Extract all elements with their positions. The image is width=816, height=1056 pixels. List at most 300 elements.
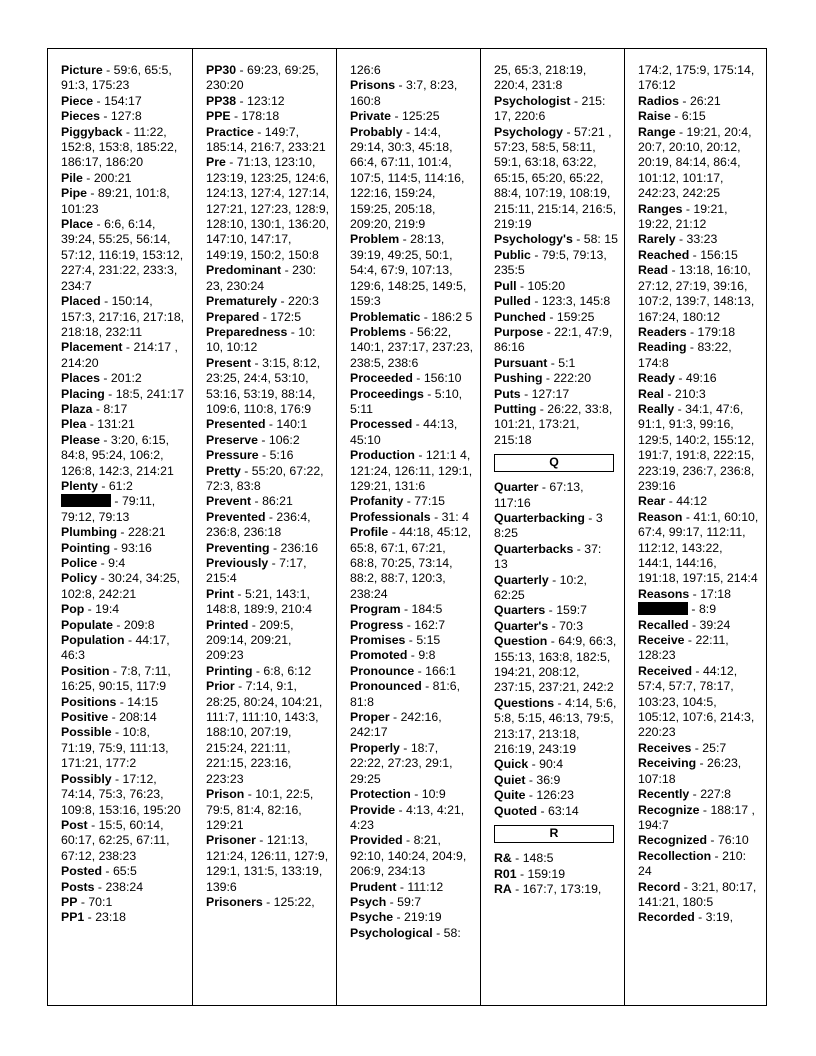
- index-term: Putting: [494, 401, 537, 416]
- index-term: Prisons: [350, 78, 396, 93]
- index-term: Pieces: [61, 109, 100, 124]
- index-entry: Prevent - 86:21: [206, 494, 293, 509]
- index-term: Recently: [638, 787, 690, 802]
- index-entry: Pronounce - 166:1: [350, 663, 456, 678]
- page-line-refs: 83:22, 174:8: [638, 340, 736, 370]
- index-entry: Rarely - 33:23: [638, 232, 718, 247]
- index-term: Printed: [206, 617, 249, 632]
- page-line-refs: 162:7: [414, 617, 446, 632]
- index-term: Promises: [350, 633, 406, 648]
- page-line-refs: 22:11, 128:23: [638, 633, 733, 663]
- index-entry: Ready - 49:16: [638, 371, 717, 386]
- index-entry: Range - 19:21, 20:4, 20:7, 20:10, 20:12, 20:19, 84:14, 86:4, 101:12, 101:17, 242:23, 242:25: [638, 124, 755, 201]
- index-entry: Plenty - 61:2: [61, 478, 133, 493]
- index-term: Reached: [638, 247, 690, 262]
- index-entry: Pointing - 93:16: [61, 540, 152, 555]
- index-entry: Please - 3:20, 6:15, 84:8, 95:24, 106:2, 126:8, 142:3, 214:21: [61, 432, 174, 478]
- page-line-refs: 19:21, 19:22, 21:12: [638, 201, 731, 232]
- index-entry: Program - 184:5: [350, 602, 443, 617]
- index-entry: [350, 63, 474, 78]
- page-line-refs: 220:3: [288, 294, 319, 309]
- index-entry: Quite - 126:23: [494, 788, 574, 803]
- page-line-refs: 49:16: [685, 371, 717, 386]
- page-line-refs: 14:4, 29:14, 30:3, 45:18, 66:4, 67:11, 101:4, 107:5, 114:5, 114:16, 122:16, 159:24, 159:25, 205:18, 209:20, 219:9: [350, 124, 468, 232]
- index-entry: Presented - 140:1: [206, 417, 308, 432]
- page-line-refs: 214:17 , 214:20: [61, 340, 182, 370]
- page-line-refs: 89:21, 101:8, 101:23: [61, 186, 174, 216]
- index-term: Protection: [350, 787, 411, 802]
- index-term: Plumbing: [61, 525, 118, 540]
- index-term: Provide: [350, 802, 396, 817]
- index-term: Recognized: [638, 833, 708, 848]
- index-term: Professionals: [350, 509, 431, 524]
- index-term: Quarterbacking: [494, 510, 585, 525]
- index-entry: Pronounced - 81:6, 81:8: [350, 679, 464, 709]
- index-term: Readers: [638, 324, 687, 339]
- index-entry: - 79:11, 79:12, 79:13: [61, 494, 159, 524]
- index-column-4: [480, 49, 624, 1005]
- page-line-refs: 222:20: [553, 371, 592, 386]
- index-term: PP: [61, 894, 78, 909]
- page-line-refs: 230: 23, 230:24: [206, 263, 320, 293]
- page-line-refs: 178:18: [241, 109, 280, 124]
- index-entry: Plaza - 8:17: [61, 401, 128, 416]
- index-entry: Prematurely - 220:3: [206, 294, 319, 309]
- index-entry: Print - 5:21, 143:1, 148:8, 189:9, 210:4: [206, 586, 314, 617]
- index-term: Problematic: [350, 309, 421, 324]
- page-line-refs: 28:13, 39:19, 49:25, 50:1, 54:4, 67:9, 107:13, 129:6, 148:25, 149:5, 159:3: [350, 232, 470, 309]
- index-entry: Piggyback - 11:22, 152:8, 153:8, 185:22, 186:17, 186:20: [61, 124, 181, 170]
- page-line-refs: 25, 65:3, 218:19, 220:4, 231:8: [494, 63, 590, 93]
- index-term: Puts: [494, 386, 521, 401]
- index-term: Pointing: [61, 540, 111, 555]
- index-term: Radios: [638, 93, 679, 108]
- page-line-refs: 236:4, 236:8, 236:18: [206, 509, 315, 540]
- page-line-refs: 67:13, 117:16: [494, 480, 587, 510]
- page-line-refs: 238:24: [105, 879, 144, 894]
- index-entry: Possibly - 17:12, 74:14, 75:3, 76:23, 109:8, 153:16, 195:20: [61, 771, 181, 817]
- page-line-refs: 140:1: [276, 417, 308, 432]
- index-term: Pop: [61, 602, 85, 617]
- page-line-refs: 86:21: [262, 494, 293, 509]
- page-line-refs: 227:8: [700, 787, 731, 802]
- index-term: Quarter's: [494, 618, 549, 633]
- page-line-refs: 19:21, 20:4, 20:7, 20:10, 20:12, 20:19, 84:14, 86:4, 101:12, 101:17, 242:23, 242:25: [638, 124, 755, 201]
- page-line-refs: 44:12, 57:4, 57:7, 78:17, 103:23, 104:5, 105:12, 107:6, 214:3, 220:23: [638, 663, 758, 740]
- page-line-refs: 127:17: [531, 386, 570, 401]
- index-entry: Placed - 150:14, 157:3, 217:16, 217:18, 218:18, 232:11: [61, 294, 188, 339]
- page-line-refs: 33:23: [686, 232, 718, 247]
- index-entry: [638, 63, 760, 94]
- index-entry: Preparedness - 10: 10, 10:12: [206, 324, 319, 355]
- index-term: Quarterbacks: [494, 541, 574, 556]
- page-line-refs: 7:14, 9:1, 28:25, 80:24, 104:21, 111:7, 111:10, 143:3, 188:10, 207:19, 215:24, 221:11, 221:15, 223:16, 223:23: [206, 679, 326, 786]
- index-term: Quoted: [494, 803, 538, 818]
- page-line-refs: 19:4: [95, 602, 120, 617]
- index-entry: Progress - 162:7: [350, 617, 446, 632]
- page-line-refs: 17:18: [700, 586, 731, 601]
- index-entry: Readers - 179:18: [638, 324, 736, 339]
- index-entry: R01 - 159:19: [494, 866, 566, 881]
- index-entry: Proper - 242:16, 242:17: [350, 710, 446, 740]
- page-line-refs: 63:14: [547, 803, 579, 818]
- index-term: Problem: [350, 232, 400, 247]
- index-term: Prisoner: [206, 833, 256, 848]
- page-line-refs: 156:10: [423, 371, 462, 386]
- index-term: Processed: [350, 417, 413, 432]
- index-entry: Psych - 59:7: [350, 894, 422, 909]
- index-term: Predominant: [206, 263, 282, 278]
- index-entry: Private - 125:25: [350, 109, 440, 124]
- index-entry: Pushing - 222:20: [494, 371, 592, 386]
- page-line-refs: 125:22,: [273, 894, 315, 909]
- page-line-refs: 41:1, 60:10, 67:4, 99:17, 112:11, 112:12, 143:22, 144:1, 144:16, 191:18, 197:15, 214:4: [638, 509, 762, 586]
- index-entry: Psychologist - 215: 17, 220:6: [494, 93, 609, 124]
- page-line-refs: 105:20: [527, 278, 566, 293]
- index-entry: Policy - 30:24, 34:25, 102:8, 242:21: [61, 571, 184, 601]
- index-term: Prior: [206, 679, 235, 694]
- index-entry: Posts - 238:24: [61, 879, 144, 894]
- section-header: Q: [494, 454, 614, 472]
- index-term: Public: [494, 247, 531, 262]
- page-line-refs: 65:5: [112, 864, 137, 879]
- page-line-refs: 121:13, 121:24, 126:11, 127:9, 129:1, 131:5, 133:19, 139:6: [206, 833, 332, 894]
- page-line-refs: 26:21: [689, 93, 721, 108]
- page-line-refs: 210:3: [674, 386, 706, 401]
- index-term: Pretty: [206, 463, 241, 478]
- index-term: Preventing: [206, 540, 270, 555]
- index-entry: RA - 167:7, 173:19,: [494, 881, 602, 896]
- page-line-refs: 210: 24: [638, 848, 750, 879]
- index-term: Psychology's: [494, 232, 573, 247]
- page-line-refs: 111:12: [407, 879, 444, 894]
- index-term: Pulled: [494, 294, 531, 309]
- index-term: Quarters: [494, 603, 546, 618]
- index-term: Recalled: [638, 617, 689, 632]
- index-entry: Predominant - 230: 23, 230:24: [206, 263, 320, 293]
- page-line-refs: 106:2: [268, 432, 300, 447]
- index-entry: Properly - 18:7, 22:22, 27:23, 29:1, 29:25: [350, 740, 456, 786]
- index-term: Posted: [61, 864, 102, 879]
- page-line-refs: 79:5, 79:13, 235:5: [494, 247, 611, 278]
- page-line-refs: 58: 15: [583, 232, 618, 247]
- index-term: Problems: [350, 324, 407, 339]
- index-term: Prematurely: [206, 294, 278, 309]
- page-line-refs: 201:2: [110, 371, 142, 386]
- page-line-refs: 127:8: [110, 109, 142, 124]
- index-term: Presented: [206, 417, 266, 432]
- page-line-refs: 14:15: [127, 694, 159, 709]
- page-line-refs: 4:14, 5:6, 5:8, 5:15, 46:13, 79:5, 213:17, 213:18, 216:19, 243:19: [494, 695, 620, 757]
- index-term: Print: [206, 586, 235, 601]
- index-entry: Recognized - 76:10: [638, 833, 749, 848]
- index-term: Pull: [494, 278, 517, 293]
- page-line-refs: 6:15: [681, 109, 706, 124]
- page-line-refs: 3 8:25: [494, 510, 607, 541]
- index-entry: Receiving - 26:23, 107:18: [638, 756, 745, 786]
- index-term: Prisoners: [206, 894, 263, 909]
- index-term: Placed: [61, 294, 101, 309]
- index-entry: Provide - 4:13, 4:21, 4:23: [350, 802, 468, 832]
- index-entry: PPE - 178:18: [206, 109, 280, 124]
- index-entry: Pulled - 123:3, 145:8: [494, 294, 611, 309]
- page-line-refs: 126:23: [536, 788, 574, 803]
- page-line-refs: 236:16: [280, 540, 319, 555]
- page-line-refs: 69:23, 69:25, 230:20: [206, 63, 323, 93]
- page-line-refs: 26:22, 33:8, 101:21, 173:21, 215:18: [494, 401, 616, 447]
- index-term: Reason: [638, 509, 683, 524]
- index-term: Position: [61, 663, 110, 678]
- index-term: Questions: [494, 695, 555, 710]
- page-line-refs: 209:8: [123, 617, 155, 632]
- page-line-refs: 9:8: [418, 648, 436, 663]
- page-line-refs: 126:6: [350, 63, 381, 77]
- page-line-refs: 90:4: [539, 757, 564, 772]
- index-entry: Read - 13:18, 16:10, 27:12, 27:19, 39:16, 107:2, 139:7, 148:13, 167:24, 180:12: [638, 263, 758, 324]
- index-entry: Quarter's - 70:3: [494, 618, 584, 633]
- page-line-refs: 93:16: [121, 540, 152, 555]
- index-entry: Prison - 10:1, 22:5, 79:5, 81:4, 82:16, 129:21: [206, 787, 317, 832]
- index-term: Production: [350, 448, 415, 463]
- index-term: Placing: [61, 386, 105, 401]
- page-line-refs: 10:9: [421, 787, 446, 802]
- page-line-refs: 7:17, 215:4: [206, 556, 310, 586]
- page-line-refs: 186:2 5: [431, 309, 473, 324]
- page-line-refs: 15:5, 60:14, 60:17, 62:25, 67:11, 67:12, 238:23: [61, 817, 173, 863]
- index-entry: Quarterbacking - 3 8:25: [494, 510, 607, 541]
- page-line-refs: 5:21, 143:1, 148:8, 189:9, 210:4: [206, 586, 314, 617]
- page-line-refs: 13:18, 16:10, 27:12, 27:19, 39:16, 107:2, 139:7, 148:13, 167:24, 180:12: [638, 263, 758, 324]
- index-term: Psychological: [350, 925, 433, 940]
- index-term: Really: [638, 401, 675, 416]
- index-term: Placement: [61, 340, 123, 355]
- index-entry: Pipe - 89:21, 101:8, 101:23: [61, 186, 174, 216]
- index-term: Ranges: [638, 201, 683, 216]
- page-line-refs: 8:17: [103, 401, 128, 416]
- index-term: Pressure: [206, 448, 259, 463]
- page-line-refs: 8:21, 92:10, 140:24, 204:9, 206:9, 234:13: [350, 833, 470, 879]
- index-term: Purpose: [494, 324, 544, 339]
- page-line-refs: 10:1, 22:5, 79:5, 81:4, 82:16, 129:21: [206, 787, 317, 832]
- page-line-refs: 154:17: [104, 93, 142, 108]
- index-entry: Reading - 83:22, 174:8: [638, 340, 736, 370]
- index-entry: Profanity - 77:15: [350, 494, 446, 509]
- index-term: Profile: [350, 525, 389, 540]
- page-line-refs: 208:14: [119, 710, 157, 725]
- index-entry: Position - 7:8, 7:11, 16:25, 90:15, 117:9: [61, 663, 175, 694]
- page-line-refs: 184:5: [411, 602, 443, 617]
- index-column-5: [624, 49, 766, 1005]
- index-entry: Problems - 56:22, 140:1, 237:17, 237:23, 238:5, 238:6: [350, 324, 477, 370]
- index-term: Received: [638, 663, 693, 678]
- page-line-refs: 166:1: [425, 663, 456, 678]
- page-line-refs: 25:7: [702, 740, 727, 755]
- index-term: Pronounced: [350, 679, 422, 694]
- page-line-refs: 17:12, 74:14, 75:3, 76:23, 109:8, 153:16, 195:20: [61, 771, 181, 817]
- index-term: Proceeded: [350, 371, 413, 386]
- index-term: Quick: [494, 757, 529, 772]
- index-term: Program: [350, 602, 401, 617]
- page-line-refs: 123:12: [247, 93, 285, 108]
- index-entry: Police - 9:4: [61, 556, 126, 570]
- index-term: Pipe: [61, 186, 87, 201]
- index-entry: Protection - 10:9: [350, 787, 446, 802]
- index-term: Rear: [638, 494, 666, 509]
- page-line-refs: 159:19: [527, 866, 566, 881]
- index-term: Preparedness: [206, 324, 288, 339]
- page-line-refs: 5:16: [269, 448, 294, 463]
- page-line-refs: 34:1, 47:6, 91:1, 91:3, 99:16, 129:5, 140:2, 155:12, 191:7, 191:8, 222:15, 223:19, 236:7, 236:8, 239:16: [638, 401, 758, 493]
- index-entry: Quarter - 67:13, 117:16: [494, 480, 587, 510]
- index-entry: Quarterly - 10:2, 62:25: [494, 572, 591, 602]
- index-term: Positive: [61, 710, 109, 725]
- index-term: Psyche: [350, 910, 394, 925]
- index-entry: Punched - 159:25: [494, 309, 595, 324]
- index-term: Prevent: [206, 494, 252, 509]
- page-line-refs: 172:5: [270, 309, 302, 324]
- index-term: Pushing: [494, 371, 543, 386]
- page-line-refs: 70:1: [88, 894, 113, 909]
- index-term: Psych: [350, 894, 387, 909]
- page-line-refs: 121:1 4, 121:24, 126:11, 129:1, 129:21, 131:6: [350, 448, 476, 493]
- index-term: Plaza: [61, 401, 93, 416]
- index-term: Post: [61, 817, 88, 832]
- page-line-refs: 44:13, 45:10: [350, 417, 461, 447]
- page-line-refs: 159:25: [556, 309, 595, 324]
- index-entry: Recently - 227:8: [638, 787, 731, 802]
- index-term: Receive: [638, 633, 685, 648]
- page-line-refs: 30:24, 34:25, 102:8, 242:21: [61, 571, 184, 601]
- index-entry: Possible - 10:8, 71:19, 75:9, 111:13, 171:21, 177:2: [61, 725, 172, 771]
- index-term: Picture: [61, 63, 103, 77]
- index-term: Plenty: [61, 478, 98, 493]
- page-line-refs: 242:16, 242:17: [350, 710, 446, 740]
- index-entry: Psychology - 57:21 , 57:23, 58:5, 58:11, 59:1, 63:18, 63:22, 65:15, 65:20, 65:22, 88:4, 107:19, 108:19, 215:11, 215:14, 216:5, 219:19: [494, 124, 620, 232]
- index-entry: Receives - 25:7: [638, 740, 727, 755]
- page-line-refs: 209:5, 209:14, 209:21, 209:23: [206, 617, 297, 663]
- index-entry: Prisons - 3:7, 8:23, 160:8: [350, 78, 461, 108]
- index-term: Probably: [350, 124, 403, 139]
- index-entry: Production - 121:1 4, 121:24, 126:11, 129:1, 129:21, 131:6: [350, 448, 476, 493]
- index-column-3: [336, 49, 480, 1005]
- index-entry: Reasons - 17:18: [638, 586, 731, 601]
- index-term: PP1: [61, 910, 85, 925]
- page-line-refs: 44:12: [676, 494, 708, 509]
- index-entry: Prudent - 111:12: [350, 879, 444, 894]
- index-term: Please: [61, 432, 100, 447]
- index-term: Read: [638, 263, 669, 278]
- index-entry: Prisoner - 121:13, 121:24, 126:11, 127:9, 129:1, 131:5, 133:19, 139:6: [206, 833, 332, 894]
- index-entry: Receive - 22:11, 128:23: [638, 633, 733, 663]
- index-term: Ready: [638, 371, 675, 386]
- page-line-refs: 31: 4: [441, 509, 469, 524]
- page-line-refs: 37: 13: [494, 541, 605, 572]
- index-entry: Previously - 7:17, 215:4: [206, 556, 310, 586]
- index-entry: Pre - 71:13, 123:10, 123:19, 123:25, 124:6, 124:13, 127:4, 127:14, 127:21, 127:23, 128:9, 128:10, 130:1, 136:20, 147:10, 147:17, 149:19, 150:2, 150:8: [206, 155, 333, 262]
- index-entry: Record - 3:21, 80:17, 141:21, 180:5: [638, 879, 760, 909]
- index-entry: Reason - 41:1, 60:10, 67:4, 99:17, 112:11, 112:12, 143:22, 144:1, 144:16, 191:18, 197:15, 214:4: [638, 509, 762, 586]
- index-entry: Piece - 154:17: [61, 93, 142, 108]
- index-entry: Puts - 127:17: [494, 386, 570, 401]
- index-term: Prepared: [206, 309, 260, 324]
- page-line-refs: 39:24: [699, 617, 731, 632]
- page-line-refs: 3:15, 8:12, 23:25, 24:4, 53:10, 53:16, 53:19, 88:14, 109:6, 110:8, 176:9: [206, 355, 324, 416]
- page-line-refs: 55:20, 67:22, 72:3, 83:8: [206, 463, 328, 493]
- index-term: Piece: [61, 93, 94, 108]
- index-entry: Quarterbacks - 37: 13: [494, 541, 605, 572]
- index-entry: Reached - 156:15: [638, 247, 738, 262]
- index-entry: Recalled - 39:24: [638, 617, 731, 632]
- index-term: Progress: [350, 617, 404, 632]
- page-line-refs: 44:17, 46:3: [61, 633, 174, 663]
- page-line-refs: 9:4: [108, 556, 126, 570]
- index-entry: PP38 - 123:12: [206, 93, 285, 108]
- page-line-refs: 179:18: [697, 324, 736, 339]
- page-line-refs: 219:19: [404, 910, 442, 925]
- index-term: Possible: [61, 725, 112, 740]
- page-line-refs: 70:3: [559, 618, 584, 633]
- index-term: Piggyback: [61, 124, 123, 139]
- index-entry: Raise - 6:15: [638, 109, 706, 124]
- index-entry: Radios - 26:21: [638, 93, 721, 108]
- page-line-refs: 10:8, 71:19, 75:9, 111:13, 171:21, 177:2: [61, 725, 172, 771]
- page-line-refs: 5:1: [558, 355, 576, 370]
- index-entry: Quick - 90:4: [494, 757, 564, 772]
- page-line-refs: 4:13, 4:21, 4:23: [350, 802, 468, 832]
- index-entry: Pile - 200:21: [61, 170, 132, 185]
- index-entry: Picture - 59:6, 65:5, 91:3, 175:23: [61, 63, 176, 93]
- page-line-refs: 123:3, 145:8: [541, 294, 611, 309]
- index-entry: Posted - 65:5: [61, 864, 137, 879]
- index-term: Reasons: [638, 586, 690, 601]
- index-entry: Question - 64:9, 66:3, 155:13, 163:8, 182:5, 194:21, 208:12, 237:15, 237:21, 242:2: [494, 634, 620, 695]
- index-entry: Proceedings - 5:10, 5:11: [350, 386, 466, 416]
- index-term: Recognize: [638, 802, 700, 817]
- index-term: Psychologist: [494, 93, 571, 108]
- page-line-refs: 174:2, 175:9, 175:14, 176:12: [638, 63, 758, 93]
- page-line-refs: 57:21 , 57:23, 58:5, 58:11, 59:1, 63:18, 63:22, 65:15, 65:20, 65:22, 88:4, 107:19, 108:19, 215:11, 215:14, 216:5, 219:19: [494, 124, 620, 232]
- index-entry: Received - 44:12, 57:4, 57:7, 78:17, 103:23, 104:5, 105:12, 107:6, 214:3, 220:23: [638, 663, 758, 740]
- index-entry: Places - 201:2: [61, 371, 142, 386]
- index-term: Prevented: [206, 509, 266, 524]
- index-term: Pronounce: [350, 663, 415, 678]
- page-line-refs: 44:18, 45:12, 65:8, 67:1, 67:21, 68:8, 70:25, 73:14, 88:2, 88:7, 120:3, 238:24: [350, 525, 475, 601]
- index-term: Profanity: [350, 494, 404, 509]
- page-line-refs: 215: 17, 220:6: [494, 93, 609, 124]
- index-entry: Population - 44:17, 46:3: [61, 633, 174, 663]
- index-term: Quiet: [494, 772, 526, 787]
- index-entry: Psyche - 219:19: [350, 910, 442, 925]
- index-entry: Questions - 4:14, 5:6, 5:8, 5:15, 46:13, 79:5, 213:17, 213:18, 216:19, 243:19: [494, 695, 620, 757]
- index-entry: Ranges - 19:21, 19:22, 21:12: [638, 201, 731, 232]
- index-entry: Positions - 14:15: [61, 694, 159, 709]
- page-line-refs: 228:21: [127, 525, 166, 540]
- index-term: Previously: [206, 556, 269, 570]
- index-term: Rarely: [638, 232, 676, 247]
- page-line-refs: 148:5: [522, 851, 554, 866]
- index-term: Police: [61, 556, 98, 570]
- index-term: Pile: [61, 170, 83, 185]
- index-term: Printing: [206, 663, 253, 678]
- index-entry: Problem - 28:13, 39:19, 49:25, 50:1, 54:4, 67:9, 107:13, 129:6, 148:25, 149:5, 159:3: [350, 232, 470, 309]
- page-line-refs: 188:17 , 194:7: [638, 802, 759, 832]
- index-entry: Real - 210:3: [638, 386, 706, 401]
- index-entry: Recollection - 210: 24: [638, 848, 750, 879]
- index-entry: Proceeded - 156:10: [350, 371, 462, 386]
- section-header: R: [494, 825, 614, 843]
- index-entry: Quiet - 36:9: [494, 772, 561, 787]
- index-entry: Present - 3:15, 8:12, 23:25, 24:4, 53:10, 53:16, 53:19, 88:14, 109:6, 110:8, 176:9: [206, 355, 324, 416]
